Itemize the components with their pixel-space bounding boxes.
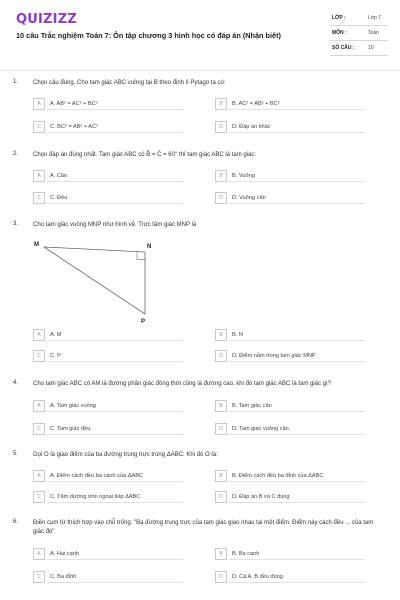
option-divider: [47, 559, 183, 560]
option-letter: B: [215, 400, 227, 412]
option-divider: [47, 109, 183, 110]
meta-value: 10: [368, 45, 374, 51]
option-a[interactable]: [33, 548, 185, 560]
meta-label: SỐ CÂU :: [332, 45, 355, 51]
option-divider: [47, 411, 183, 412]
option-divider: [47, 361, 183, 362]
option-text: B. Điểm cách đều ba đỉnh của ΔABC: [232, 473, 324, 479]
option-text: C. P: [50, 353, 61, 359]
question-text: Gọi O là giao điểm của ba đường trung trực trong ΔABC. Khi đó O là:: [33, 452, 218, 458]
option-text: B. N: [232, 332, 243, 338]
option-a[interactable]: [33, 470, 185, 482]
option-text: B. Ba cạnh: [232, 551, 260, 557]
option-c[interactable]: [33, 571, 185, 583]
option-divider: [229, 109, 365, 110]
option-letter: C: [33, 571, 45, 583]
question-text: Chọn câu đúng. Cho tam giác ABC vuông tại B theo định lí Pytago ta có:: [33, 80, 226, 86]
option-b[interactable]: [215, 548, 367, 560]
option-text: A. M: [50, 332, 62, 338]
option-text: D. Vuông cân: [232, 195, 266, 201]
option-b[interactable]: [215, 470, 367, 482]
option-text: A. AB² = AC² + BC²: [50, 101, 98, 107]
option-divider: [47, 502, 183, 503]
option-text: B. AC² = AB² + BC²: [232, 101, 280, 107]
option-letter: D: [215, 121, 227, 133]
option-c[interactable]: [33, 491, 185, 503]
option-b[interactable]: [215, 98, 367, 110]
meta-row-subject: [330, 26, 388, 41]
option-text: C. Tâm đường tròn ngoại tiếp ΔABC: [50, 494, 141, 500]
option-divider: [47, 203, 183, 204]
option-b[interactable]: [215, 170, 367, 182]
vertex-m-label: M: [34, 242, 39, 248]
option-text: A. Cân: [50, 173, 68, 179]
page-title: 10 câu Trắc nghiệm Toán 7: Ôn tập chương 3 hình học có đáp án (Nhận biết): [16, 31, 281, 40]
option-d[interactable]: [215, 491, 367, 503]
vertex-p-label: P: [141, 319, 146, 324]
option-text: D. Cả A, B đều đúng: [232, 574, 283, 580]
option-d[interactable]: [215, 423, 367, 435]
option-letter: A: [33, 400, 45, 412]
option-text: A. Điểm cách đều ba cạnh của ΔABC: [50, 473, 143, 479]
question-number: 2.: [13, 151, 19, 157]
option-letter: A: [33, 98, 45, 110]
meta-info: [330, 11, 388, 56]
option-a[interactable]: [33, 400, 185, 412]
question-number: 4.: [13, 380, 19, 386]
quizizz-logo: QUIZIZZ: [16, 12, 77, 27]
option-text: C. BC² = AB² + AC²: [50, 124, 98, 130]
option-text: C. Đều: [50, 195, 68, 201]
meta-row-count: [330, 41, 388, 56]
option-letter: D: [215, 192, 227, 204]
option-text: B. Tam giác cân: [232, 403, 272, 409]
option-letter: A: [33, 470, 45, 482]
option-b[interactable]: [215, 329, 367, 341]
option-letter: B: [215, 548, 227, 560]
header-divider: [0, 70, 400, 71]
option-letter: C: [33, 121, 45, 133]
option-d[interactable]: [215, 121, 367, 133]
question-text: Điền cụm từ thích hợp vào chỗ trống: "Ba đường trung trực của tam giác giao nhau tại một điểm. Điểm này cách đều ... của tam giác đó": [33, 520, 374, 535]
meta-row-class: [330, 11, 388, 26]
option-text: C. Ba đỉnh: [50, 574, 77, 580]
option-divider: [47, 582, 183, 583]
option-letter: D: [215, 571, 227, 583]
question-number: 6.: [13, 519, 19, 525]
option-letter: B: [215, 329, 227, 341]
option-divider: [47, 181, 183, 182]
option-divider: [47, 481, 183, 482]
option-divider: [229, 582, 365, 583]
question-number: 1.: [13, 79, 19, 85]
option-letter: C: [33, 423, 45, 435]
option-divider: [229, 559, 365, 560]
option-divider: [47, 132, 183, 133]
option-letter: B: [215, 170, 227, 182]
option-divider: [229, 203, 365, 204]
option-divider: [229, 481, 365, 482]
option-letter: D: [215, 423, 227, 435]
option-divider: [229, 181, 365, 182]
option-divider: [229, 411, 365, 412]
option-divider: [229, 361, 365, 362]
option-letter: D: [215, 491, 227, 503]
option-a[interactable]: [33, 329, 185, 341]
option-text: D. Tam giác vuông cân: [232, 426, 289, 432]
meta-label: MÔN :: [332, 30, 347, 36]
option-text: D. Đáp án khác: [232, 124, 271, 130]
option-c[interactable]: [33, 121, 185, 133]
option-letter: A: [33, 329, 45, 341]
question-text: Chọn đáp án đúng nhất. Tam giác ABC có B̂ = Ĉ = 60° thì tam giác ABC là tam giác:: [33, 152, 257, 158]
question-text: Cho tam giác ABC có AM là đường phân giác đồng thời cũng là đường cao, khi đó tam giác ABC là tam giác gì?: [33, 381, 332, 387]
option-divider: [47, 340, 183, 341]
option-d[interactable]: [215, 192, 367, 204]
option-d[interactable]: [215, 350, 367, 362]
option-divider: [229, 502, 365, 503]
option-letter: B: [215, 98, 227, 110]
option-letter: C: [33, 491, 45, 503]
option-d[interactable]: [215, 571, 367, 583]
option-a[interactable]: [33, 170, 185, 182]
option-divider: [229, 434, 365, 435]
option-text: B. Vuông: [232, 173, 255, 179]
option-letter: A: [33, 548, 45, 560]
question-text: Cho tam giác vuông MNP như hình vẽ. Trực tâm giác MNP là: [33, 222, 197, 228]
meta-value: Lớp 7: [368, 15, 382, 21]
meta-value: Toán: [368, 30, 379, 36]
option-c[interactable]: [33, 423, 185, 435]
option-letter: B: [215, 470, 227, 482]
question-number: 3.: [13, 221, 19, 227]
meta-label: LỚP :: [332, 15, 346, 21]
option-text: D. Đáp án B và C đúng: [232, 494, 290, 500]
option-letter: A: [33, 170, 45, 182]
option-letter: C: [33, 350, 45, 362]
option-divider: [229, 132, 365, 133]
option-text: D. Điểm nằm trong tam giác MNP: [232, 353, 316, 359]
option-c[interactable]: [33, 192, 185, 204]
option-divider: [229, 340, 365, 341]
option-c[interactable]: [33, 350, 185, 362]
option-divider: [47, 434, 183, 435]
option-text: A. Tam giác vuông: [50, 403, 96, 409]
page-header: [0, 0, 400, 70]
vertex-n-label: N: [147, 244, 152, 250]
option-letter: C: [33, 192, 45, 204]
triangle-mnp-figure: [33, 234, 163, 324]
option-a[interactable]: [33, 98, 185, 110]
option-text: A. Hai cạnh: [50, 551, 79, 557]
question-number: 5.: [13, 451, 19, 457]
option-text: C. Tam giác đều: [50, 426, 91, 432]
option-letter: D: [215, 350, 227, 362]
option-b[interactable]: [215, 400, 367, 412]
